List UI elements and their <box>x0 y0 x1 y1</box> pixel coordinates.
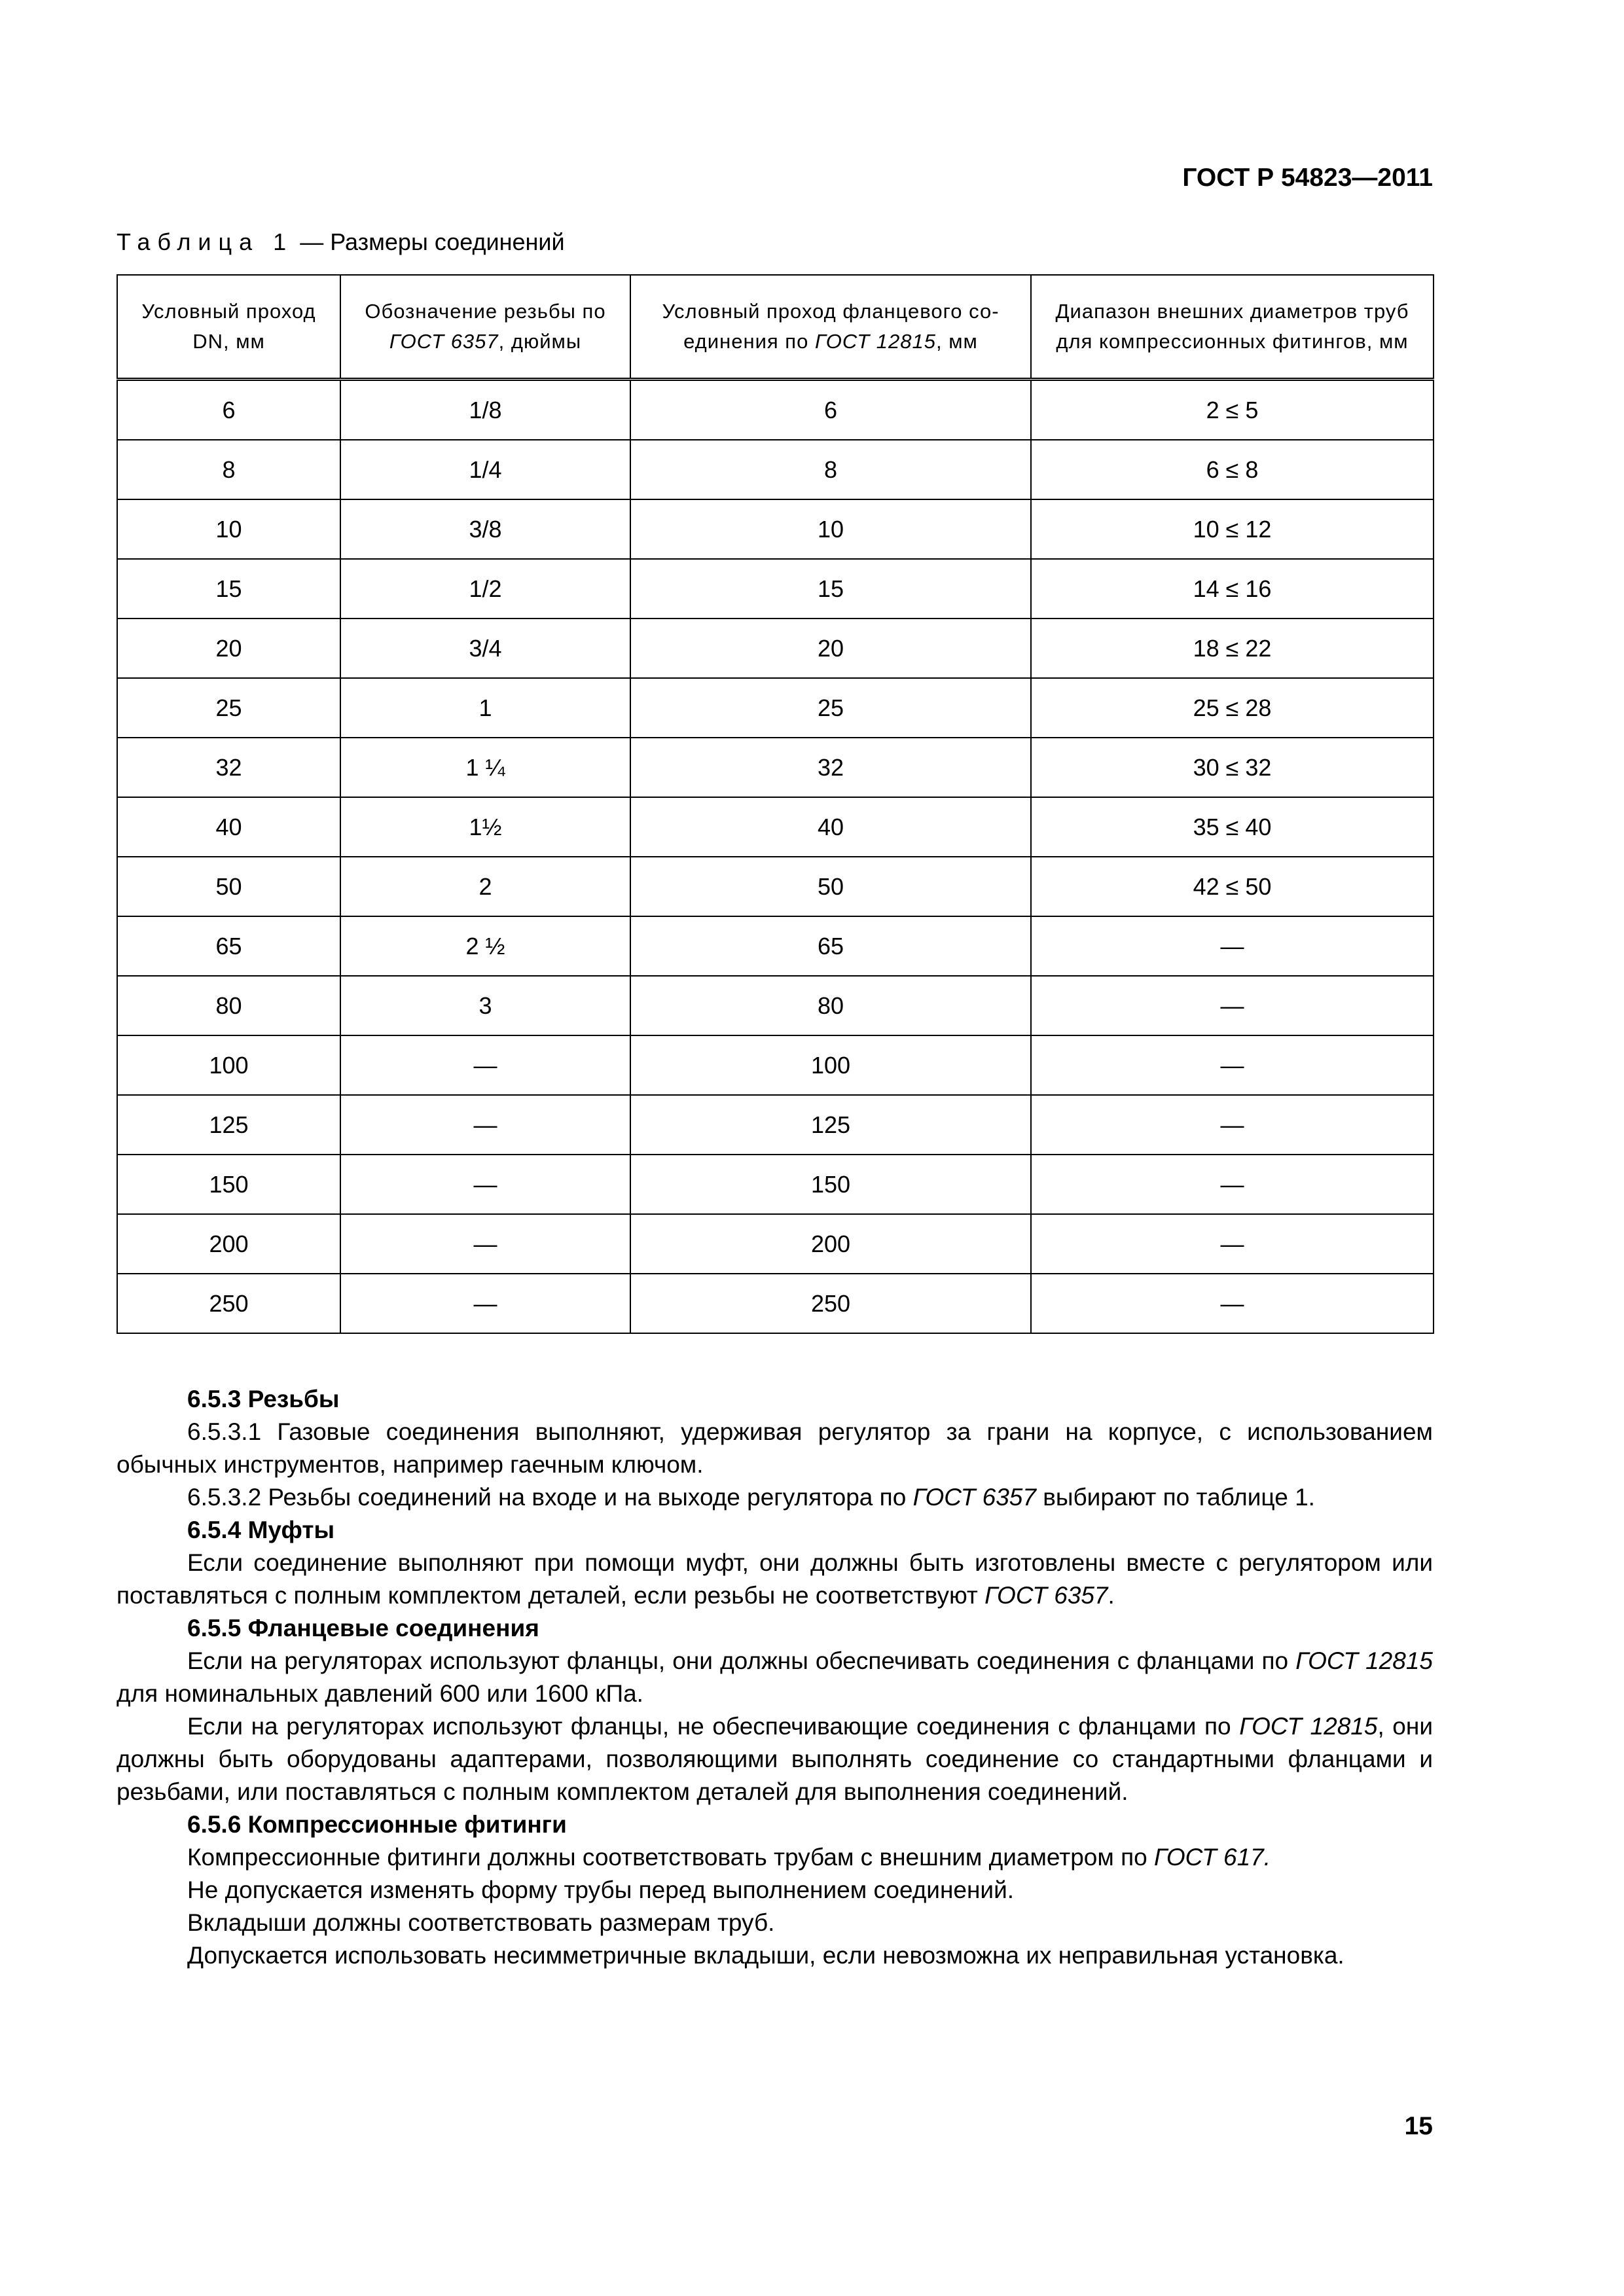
table-cell: 1/8 <box>340 380 630 440</box>
table-cell: — <box>340 1155 630 1214</box>
table-cell: 10 <box>117 499 340 559</box>
table-cell: 65 <box>630 916 1031 976</box>
table-cell: 200 <box>117 1214 340 1274</box>
table-cell: 250 <box>630 1274 1031 1333</box>
paragraph <box>117 1874 1433 1907</box>
paragraph <box>117 1939 1433 1972</box>
table-cell: 125 <box>117 1095 340 1155</box>
table-cell: 8 <box>630 440 1031 499</box>
table-cell: 50 <box>117 857 340 916</box>
table-cell: — <box>1031 976 1434 1035</box>
table-row <box>117 678 1434 738</box>
table-cell: — <box>340 1214 630 1274</box>
paragraph <box>117 1416 1433 1481</box>
page-number: 15 <box>1404 2112 1433 2140</box>
table-row <box>117 976 1434 1035</box>
table-cell: 15 <box>630 559 1031 619</box>
table-cell: 2 ½ <box>340 916 630 976</box>
header-nominal-diameter: Условный проход DN, мм <box>117 275 340 380</box>
text-segment: 6.5.4 Муфты <box>187 1516 335 1543</box>
table-caption-title: — Размеры соединений <box>300 228 565 255</box>
standard-reference: ГОСТ 6357 <box>984 1582 1108 1609</box>
text-segment: , они должны быть оборудованы адаптерами, позволяющими выполнять соединение со стандартными фланцами и резьбами, или поставляться с полным комплектом деталей для выполнения соединений. <box>117 1713 1433 1805</box>
table-body <box>117 380 1434 1334</box>
standard-reference: ГОСТ 617. <box>1153 1844 1271 1871</box>
paragraph <box>117 1481 1433 1514</box>
table-cell: — <box>1031 916 1434 976</box>
table-row <box>117 499 1434 559</box>
table-cell: 25 <box>630 678 1031 738</box>
table-row <box>117 797 1434 857</box>
table-cell: 25 ≤ 28 <box>1031 678 1434 738</box>
table-cell: 6 <box>630 380 1031 440</box>
table-cell: 6 ≤ 8 <box>1031 440 1434 499</box>
section-heading <box>117 1514 1433 1547</box>
standard-reference: ГОСТ 6357 <box>912 1484 1036 1511</box>
table-cell: 20 <box>117 619 340 678</box>
text-segment: Если на регуляторах используют фланцы, не обеспечивающие соединения с фланцами по <box>187 1713 1240 1740</box>
table-cell: 1/4 <box>340 440 630 499</box>
table-cell: — <box>1031 1035 1434 1095</box>
table-cell: 100 <box>117 1035 340 1095</box>
table-cell: 32 <box>630 738 1031 797</box>
text-segment: 6.5.3.1 Газовые соединения выполняют, удерживая регулятор за грани на корпусе, с использованием обычных инструментов, например гаечным ключом. <box>117 1418 1433 1478</box>
table-cell: 10 ≤ 12 <box>1031 499 1434 559</box>
table-cell: 1/2 <box>340 559 630 619</box>
text-segment: Если соединение выполняют при помощи муфт, они должны быть изготовлены вместе с регулятором или поставляться с полным комплектом деталей, если резьбы не соответствуют <box>117 1549 1433 1609</box>
table-cell: 40 <box>630 797 1031 857</box>
table-row <box>117 619 1434 678</box>
table-row <box>117 380 1434 440</box>
paragraph <box>117 1645 1433 1710</box>
table-cell: 3/4 <box>340 619 630 678</box>
table-cell: 32 <box>117 738 340 797</box>
text-segment: . <box>1108 1582 1115 1609</box>
table-cell: 100 <box>630 1035 1031 1095</box>
text-segment: 6.5.3 Резьбы <box>187 1386 340 1412</box>
table-cell: 3/8 <box>340 499 630 559</box>
section-heading <box>117 1383 1433 1416</box>
table-cell: 125 <box>630 1095 1031 1155</box>
table-row <box>117 1095 1434 1155</box>
table-cell: 65 <box>117 916 340 976</box>
table-cell: 1 ¼ <box>340 738 630 797</box>
text-segment: для номинальных давлений 600 или 1600 кПа. <box>117 1680 643 1707</box>
table-cell: 15 <box>117 559 340 619</box>
table-cell: 150 <box>630 1155 1031 1214</box>
table-cell: 50 <box>630 857 1031 916</box>
table-cell: — <box>1031 1155 1434 1214</box>
text-segment: Компрессионные фитинги должны соответствовать трубам с внешним диаметром по <box>187 1844 1154 1871</box>
table-row <box>117 1214 1434 1274</box>
text-segment: Не допускается изменять форму трубы перед выполнением соединений. <box>187 1876 1015 1903</box>
section-heading <box>117 1612 1433 1645</box>
text-segment: Если на регуляторах используют фланцы, они должны обеспечивать соединения с фланцами по <box>187 1647 1296 1674</box>
body-text <box>117 1383 1433 1972</box>
table-row <box>117 857 1434 916</box>
dimensions-table <box>117 274 1434 1334</box>
paragraph <box>117 1907 1433 1939</box>
table-row <box>117 559 1434 619</box>
table-row <box>117 440 1434 499</box>
table-cell: 1½ <box>340 797 630 857</box>
table-cell: 8 <box>117 440 340 499</box>
table-cell: — <box>340 1095 630 1155</box>
table-cell: 30 ≤ 32 <box>1031 738 1434 797</box>
text-segment: выбирают по таблице 1. <box>1036 1484 1315 1511</box>
table-cell: 10 <box>630 499 1031 559</box>
table-cell: — <box>1031 1214 1434 1274</box>
table-cell: 35 ≤ 40 <box>1031 797 1434 857</box>
table-cell: 250 <box>117 1274 340 1333</box>
text-segment: 6.5.3.2 Резьбы соединений на входе и на выходе регулятора по <box>187 1484 913 1511</box>
table-cell: 40 <box>117 797 340 857</box>
table-cell: — <box>340 1274 630 1333</box>
paragraph <box>117 1710 1433 1808</box>
standard-reference: ГОСТ 12815 <box>1295 1647 1433 1674</box>
table-cell: 2 ≤ 5 <box>1031 380 1434 440</box>
table-row <box>117 738 1434 797</box>
table-cell: 20 <box>630 619 1031 678</box>
table-cell: 1 <box>340 678 630 738</box>
table-cell: 80 <box>117 976 340 1035</box>
text-segment: Вкладыши должны соответствовать размерам труб. <box>187 1909 775 1936</box>
header-flange-diameter: Условный проход фланцевого со- единения по ГОСТ 12815, мм <box>630 275 1031 380</box>
table-cell: 150 <box>117 1155 340 1214</box>
header-thread-designation: Обозначение резьбы по ГОСТ 6357, дюймы <box>340 275 630 380</box>
table-row <box>117 1155 1434 1214</box>
header-pipe-diameter-range: Диапазон внешних диаметров труб для компрессионных фитингов, мм <box>1031 275 1434 380</box>
table-cell: — <box>340 1035 630 1095</box>
section-heading <box>117 1808 1433 1841</box>
table-caption <box>117 230 565 254</box>
table-cell: 200 <box>630 1214 1031 1274</box>
table-row <box>117 1274 1434 1333</box>
table-cell: — <box>1031 1274 1434 1333</box>
table-cell: 80 <box>630 976 1031 1035</box>
text-segment: 6.5.6 Компрессионные фитинги <box>187 1811 567 1838</box>
paragraph <box>117 1547 1433 1612</box>
text-segment: 6.5.5 Фланцевые соединения <box>187 1615 539 1641</box>
standard-reference: ГОСТ 12815 <box>1239 1713 1378 1740</box>
table-row <box>117 916 1434 976</box>
paragraph <box>117 1841 1433 1874</box>
text-segment: Допускается использовать несимметричные вкладыши, если невозможна их неправильная установка. <box>187 1942 1344 1969</box>
table-cell: 25 <box>117 678 340 738</box>
table-row <box>117 1035 1434 1095</box>
table-cell: 14 ≤ 16 <box>1031 559 1434 619</box>
table-cell: 18 ≤ 22 <box>1031 619 1434 678</box>
doc-code: ГОСТ Р 54823—2011 <box>1182 164 1433 192</box>
table-cell: 6 <box>117 380 340 440</box>
table-caption-label: Таблица 1 <box>117 228 294 255</box>
table-cell: — <box>1031 1095 1434 1155</box>
table-cell: 42 ≤ 50 <box>1031 857 1434 916</box>
table-header-row <box>117 275 1434 380</box>
table-cell: 3 <box>340 976 630 1035</box>
table-cell: 2 <box>340 857 630 916</box>
